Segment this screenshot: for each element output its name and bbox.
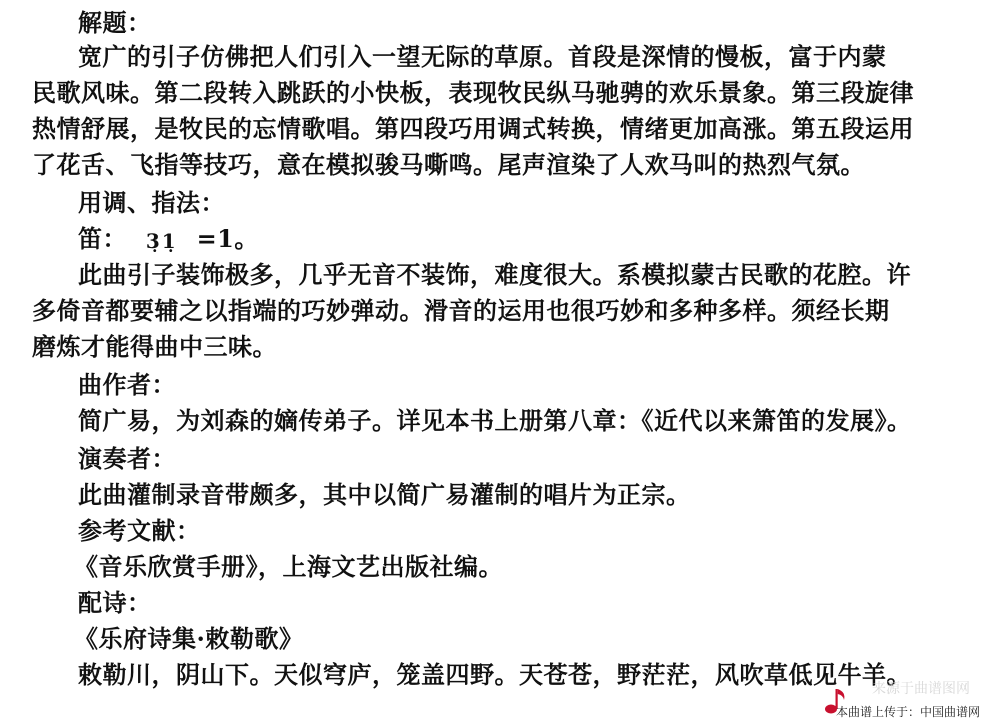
poem-title: 《乐府诗集·敕勒歌》	[74, 624, 304, 653]
heading-refs: 参考文献：	[78, 516, 201, 545]
heading-jieti: 解题：	[78, 8, 152, 37]
paragraph-2-line-2: 多倚音都要辅之以指端的巧妙弹动。滑音的运用也很巧妙和多种多样。须经长期	[32, 296, 890, 325]
di-fingering: 3̣1̣	[145, 228, 178, 253]
heading-poem: 配诗：	[78, 588, 152, 617]
paragraph-1-line-3: 热情舒展，是牧民的忘情歌唱。第四段巧用调式转换，情绪更加高涨。第五段运用	[32, 114, 914, 143]
heading-yongdiao: 用调、指法：	[78, 188, 225, 217]
performer-text: 此曲灌制录音带颇多，其中以简广易灌制的唱片为正宗。	[78, 480, 691, 509]
paragraph-1-line-2: 民歌风味。第二段转入跳跃的小快板，表现牧民纵马驰骋的欢乐景象。第三段旋律	[32, 78, 914, 107]
heading-performer: 演奏者：	[78, 444, 176, 473]
di-value: =1。	[196, 224, 259, 253]
di-label: 笛：	[78, 224, 127, 253]
paragraph-2-line-1: 此曲引子装饰极多，几乎无音不装饰，难度很大。系模拟蒙古民歌的花腔。许	[78, 260, 911, 289]
di-line	[78, 222, 980, 256]
poem-text: 敕勒川，阴山下。天似穹庐，笼盖四野。天苍苍，野茫茫，风吹草低见牛羊。	[78, 660, 911, 689]
paragraph-2-line-3: 磨炼才能得曲中三味。	[32, 332, 277, 361]
watermark-text: 来源于曲谱图网	[872, 681, 970, 697]
refs-text: 《音乐欣赏手册》，上海文艺出版社编。	[74, 552, 503, 581]
author-text: 简广易，为刘森的嫡传弟子。详见本书上册第八章：《近代以来箫笛的发展》。	[78, 406, 912, 435]
footer-source: 本曲谱上传于：中国曲谱网	[835, 705, 980, 719]
paragraph-1-line-1: 宽广的引子仿佛把人们引入一望无际的草原。首段是深情的慢板，富于内蒙	[78, 42, 887, 71]
paragraph-1-line-4: 了花舌、飞指等技巧，意在模拟骏马嘶鸣。尾声渲染了人欢马叫的热烈气氛。	[32, 150, 865, 179]
heading-author: 曲作者：	[78, 370, 176, 399]
